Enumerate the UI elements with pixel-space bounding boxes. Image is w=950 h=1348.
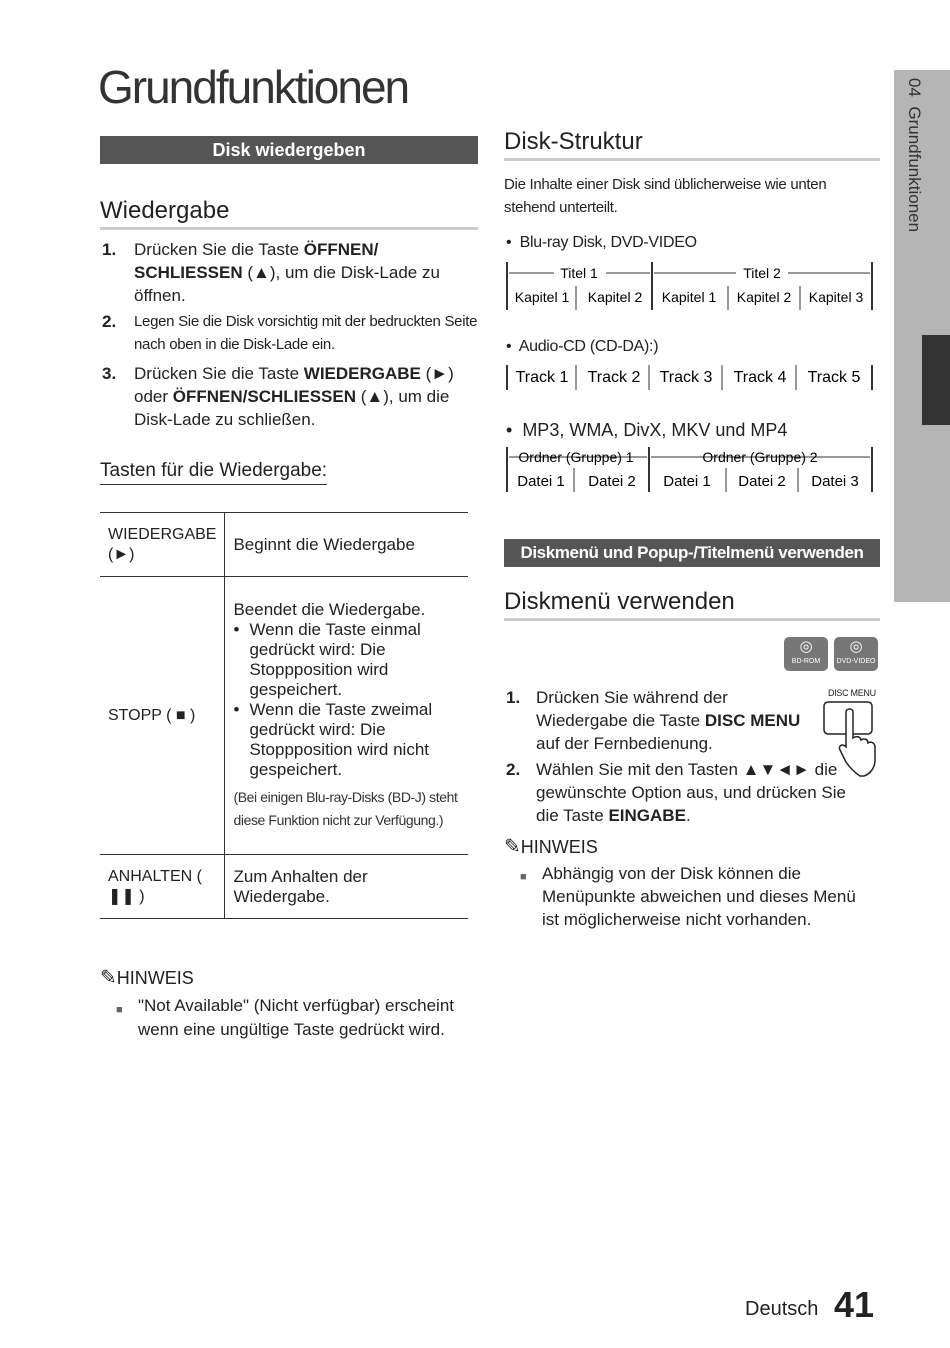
- chapter-label: Kapitel 1: [514, 289, 570, 305]
- file-label: Datei 2: [738, 473, 786, 490]
- step-number: 1.: [506, 688, 521, 707]
- step-number: 2.: [506, 760, 521, 779]
- file-label: Datei 3: [811, 473, 859, 490]
- pencil-icon: ✎: [100, 967, 117, 989]
- step-text: Wählen Sie mit den Tasten ▲▼◄► die gewünschte Option aus, und drücken Sie die Taste EINGABE.: [536, 760, 846, 825]
- folder-label: Ordner (Gruppe) 2: [702, 449, 818, 465]
- heading-disk-struktur: Disk-Struktur: [504, 128, 880, 161]
- key-cell: ANHALTEN ( ❚❚ ): [100, 855, 225, 919]
- note-heading-right: ✎HINWEIS: [504, 836, 598, 858]
- note-heading-left: ✎HINWEIS: [100, 967, 194, 989]
- file-label: Datei 1: [663, 473, 711, 490]
- bd-rom-icon: ◎ BD-ROM: [784, 637, 828, 671]
- page-title: Grundfunktionen: [98, 61, 409, 113]
- table-row: [100, 513, 468, 577]
- table-row: [100, 577, 468, 855]
- table-row: [100, 855, 468, 919]
- audiocd-structure-diagram: [504, 362, 876, 392]
- title-label: Titel 2: [743, 265, 781, 281]
- square-bullet-icon: ■: [116, 1004, 123, 1016]
- step-text: Drücken Sie die Taste WIEDERGABE (►) oder ÖFFNEN/SCHLIESSEN (▲), um die Disk-Lade zu schließen.: [134, 364, 454, 429]
- track-label: Track 5: [807, 369, 861, 386]
- chapter-label: Kapitel 1: [661, 289, 717, 305]
- chapter-tab-marker: [922, 335, 950, 425]
- mp3-label: • MP3, WMA, DivX, MKV und MP4: [506, 420, 788, 440]
- note-text: Abhängig von der Disk können die Menüpunkte abweichen und dieses Menü ist möglicherweise nicht vorhanden.: [542, 864, 856, 929]
- step-text: Drücken Sie während der Wiedergabe die Taste DISC MENU auf der Fernbedienung.: [536, 688, 801, 753]
- step-number: 3.: [102, 364, 117, 383]
- note-text-right: [520, 862, 870, 931]
- step-text: Drücken Sie die Taste ÖFFNEN/ SCHLIESSEN (▲), um die Disk-Lade zu öffnen.: [134, 240, 440, 305]
- chapter-number: 04: [905, 78, 924, 97]
- square-bullet-icon: ■: [520, 871, 527, 883]
- subheading-tasten: Tasten für die Wiedergabe:: [100, 460, 327, 485]
- bluray-label: • Blu-ray Disk, DVD-VIDEO: [506, 234, 697, 251]
- pencil-icon: ✎: [504, 836, 521, 858]
- chapter-label: Kapitel 2: [736, 289, 792, 305]
- section-bar-diskmenu: Diskmenü und Popup-/Titelmenü verwenden: [504, 539, 880, 567]
- step-number: 2.: [102, 312, 117, 331]
- track-label: Track 3: [659, 369, 713, 386]
- value-text: Beendet die Wiedergabe.: [233, 599, 426, 619]
- key-table: [100, 512, 468, 919]
- right-step-2: [506, 758, 866, 827]
- bluray-structure-diagram: [504, 258, 876, 314]
- heading-diskmenu-verwenden: Diskmenü verwenden: [504, 588, 880, 621]
- chapter-tab-label: [904, 78, 924, 232]
- step-text: Legen Sie die Disk vorsichtig mit der bedruckten Seite nach oben in die Disk-Lade ein.: [134, 313, 478, 353]
- step-number: 1.: [102, 240, 117, 259]
- footer-language: Deutsch: [745, 1298, 819, 1320]
- chapter-label: Kapitel 3: [808, 289, 864, 305]
- dvd-video-icon: ◎ DVD-VIDEO: [834, 637, 878, 671]
- step-1: [102, 238, 480, 307]
- note-text-left: [116, 994, 466, 1042]
- note-text: "Not Available" (Nicht verfügbar) erscheint wenn eine ungültige Taste gedrückt wird.: [138, 996, 455, 1039]
- track-label: Track 4: [733, 369, 787, 386]
- page-number: 41: [834, 1284, 875, 1325]
- disc-menu-button-label: DISC MENU: [828, 688, 876, 698]
- list-item: • Wenn die Taste einmal gedrückt wird: Die Stoppposition wird gespeichert.: [233, 620, 460, 700]
- section-bar-disk-wiedergeben: Disk wiedergeben: [100, 136, 478, 164]
- title-label: Titel 1: [560, 265, 598, 281]
- audiocd-label: • Audio-CD (CD-DA):): [506, 338, 659, 355]
- step-3: [102, 362, 480, 431]
- value-cell: [225, 577, 468, 855]
- right-step-1: [506, 686, 806, 755]
- file-label: Datei 1: [517, 473, 565, 490]
- key-cell: WIEDERGABE (►): [100, 513, 225, 577]
- track-label: Track 1: [515, 369, 569, 386]
- file-label: Datei 2: [588, 473, 636, 490]
- folder-label: Ordner (Gruppe) 1: [518, 449, 634, 465]
- key-cell: STOPP ( ■ ): [100, 577, 225, 855]
- heading-wiedergabe: Wiedergabe: [100, 197, 478, 230]
- chapter-title: Grundfunktionen: [905, 106, 924, 233]
- step-2: [102, 310, 480, 356]
- mp3-structure-diagram: [504, 444, 876, 494]
- value-note: (Bei einigen Blu-ray-Disks (BD-J) steht diese Funktion nicht zur Verfügung.): [233, 788, 458, 828]
- value-cell: Zum Anhalten der Wiedergabe.: [225, 855, 468, 919]
- chapter-label: Kapitel 2: [587, 289, 643, 305]
- track-label: Track 2: [587, 369, 641, 386]
- chapter-tab: [894, 70, 950, 602]
- intro-text: Die Inhalte einer Disk sind üblicherweise wie unten stehend unterteilt.: [504, 176, 827, 216]
- list-item: • Wenn die Taste zweimal gedrückt wird: Die Stoppposition wird nicht gespeichert.: [233, 700, 460, 780]
- value-cell: Beginnt die Wiedergabe: [225, 513, 468, 577]
